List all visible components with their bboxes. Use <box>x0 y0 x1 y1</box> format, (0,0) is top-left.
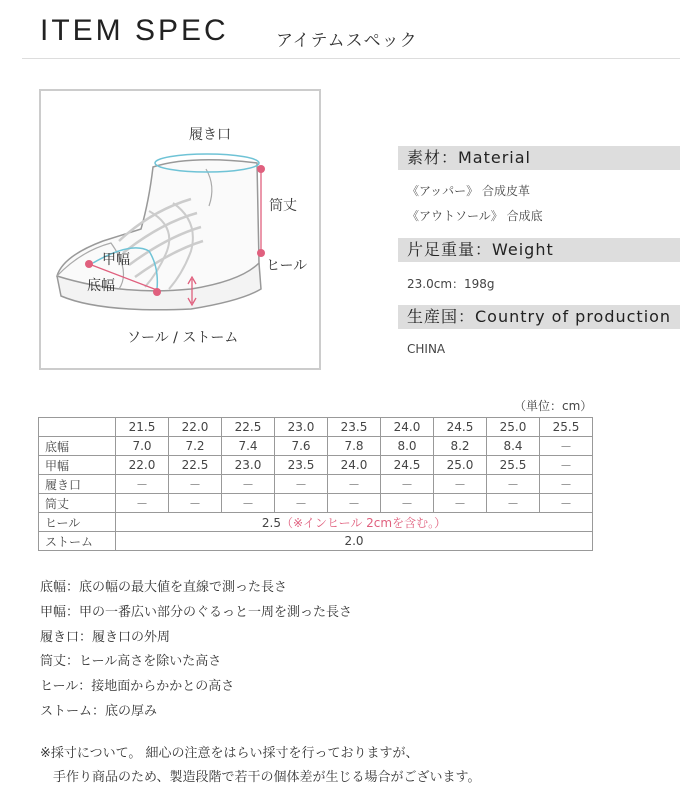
heel-value: 2.5 <box>261 515 281 530</box>
table-cell: － <box>116 494 169 513</box>
storm-value: 2.0 <box>116 532 593 551</box>
material-upper: 《アッパー》 合成皮革 <box>407 184 530 198</box>
table-cell: － <box>540 475 593 494</box>
material-sole: 《アウトソール》 合成底 <box>407 209 543 223</box>
table-cell: － <box>116 475 169 494</box>
row-label: 底幅 <box>39 437 116 456</box>
size-col: 25.0 <box>487 418 540 437</box>
origin-value: CHINA <box>407 342 446 356</box>
table-row-heel <box>39 513 593 532</box>
label-sole-width: 底幅 <box>87 278 115 294</box>
note-line: 筒丈：ヒール高さを除いた高さ <box>40 654 222 670</box>
table-cell: 8.0 <box>381 437 434 456</box>
table-cell: 7.0 <box>116 437 169 456</box>
table-cell: 7.4 <box>222 437 275 456</box>
table-cell: 8.4 <box>487 437 540 456</box>
table-cell: 24.5 <box>381 456 434 475</box>
table-cell: － <box>328 475 381 494</box>
footnote-line: ※採寸について。 細心の注意をはらい採寸を行っておりますが、 <box>40 746 419 761</box>
unit-note: （単位：cm） <box>514 399 593 413</box>
weight-heading: 片足重量：Weight <box>398 238 680 262</box>
size-col: 22.0 <box>169 418 222 437</box>
weight-value: 23.0cm：198g <box>407 277 495 291</box>
table-cell: － <box>540 494 593 513</box>
table-cell: － <box>381 475 434 494</box>
table-cell: － <box>540 456 593 475</box>
table-cell: 22.0 <box>116 456 169 475</box>
table-row <box>39 475 593 494</box>
size-header-row <box>39 418 593 437</box>
row-label: 甲幅 <box>39 456 116 475</box>
size-col: 23.5 <box>328 418 381 437</box>
corner-cell <box>39 418 116 437</box>
table-cell: － <box>434 494 487 513</box>
table-cell: － <box>222 494 275 513</box>
label-sole: ソール / ストーム <box>127 330 239 346</box>
row-label: ストーム <box>39 532 116 551</box>
footnote <box>40 742 480 790</box>
table-cell: － <box>540 437 593 456</box>
table-row <box>39 494 593 513</box>
measurement-diagram <box>39 89 321 370</box>
note-line: ストーム：底の厚み <box>40 703 158 719</box>
page-title: ITEM SPEC <box>40 14 229 47</box>
table-cell: 23.5 <box>275 456 328 475</box>
label-shaft: 筒丈 <box>269 198 297 214</box>
size-col: 24.0 <box>381 418 434 437</box>
origin-heading: 生産国：Country of production <box>398 305 680 329</box>
size-col: 23.0 <box>275 418 328 437</box>
row-label: 履き口 <box>39 475 116 494</box>
size-col: 22.5 <box>222 418 275 437</box>
table-cell: 8.2 <box>434 437 487 456</box>
label-opening: 履き口 <box>189 127 231 143</box>
size-col: 21.5 <box>116 418 169 437</box>
row-label: 筒丈 <box>39 494 116 513</box>
table-cell: 24.0 <box>328 456 381 475</box>
table-cell: － <box>275 475 328 494</box>
page-subtitle: アイテムスペック <box>276 31 418 51</box>
label-heel: ヒール <box>266 258 308 274</box>
note-line: ヒール：接地面からかかとの高さ <box>40 679 235 695</box>
table-cell: － <box>222 475 275 494</box>
row-label: ヒール <box>39 513 116 532</box>
table-cell: 23.0 <box>222 456 275 475</box>
table-cell: 25.5 <box>487 456 540 475</box>
table-cell: 7.8 <box>328 437 381 456</box>
heel-note: （※インヒール 2cmを含む。） <box>281 515 447 530</box>
table-cell: － <box>169 475 222 494</box>
header-divider <box>22 58 680 59</box>
size-table <box>38 417 593 551</box>
heel-value-cell <box>116 513 593 532</box>
table-cell: － <box>275 494 328 513</box>
note-line: 履き口：履き口の外周 <box>40 629 171 645</box>
table-cell: 7.2 <box>169 437 222 456</box>
footnote-line: 手作り商品のため、製造段階で若干の個体差が生じる場合がございます。 <box>40 770 481 785</box>
table-cell: － <box>487 494 540 513</box>
table-cell: － <box>169 494 222 513</box>
note-line: 甲幅：甲の一番広い部分のぐるっと一周を測った長さ <box>40 604 353 620</box>
table-cell: － <box>434 475 487 494</box>
table-cell: 22.5 <box>169 456 222 475</box>
size-col: 24.5 <box>434 418 487 437</box>
size-col: 25.5 <box>540 418 593 437</box>
table-row-storm <box>39 532 593 551</box>
material-heading: 素材：Material <box>398 146 680 170</box>
table-cell: － <box>328 494 381 513</box>
table-row <box>39 437 593 456</box>
note-line: 底幅：底の幅の最大値を直線で測った長さ <box>40 580 288 595</box>
table-cell: － <box>487 475 540 494</box>
table-row <box>39 456 593 475</box>
label-instep: 甲幅 <box>102 252 130 268</box>
table-cell: － <box>381 494 434 513</box>
measurement-notes <box>40 576 352 725</box>
table-cell: 7.6 <box>275 437 328 456</box>
table-cell: 25.0 <box>434 456 487 475</box>
